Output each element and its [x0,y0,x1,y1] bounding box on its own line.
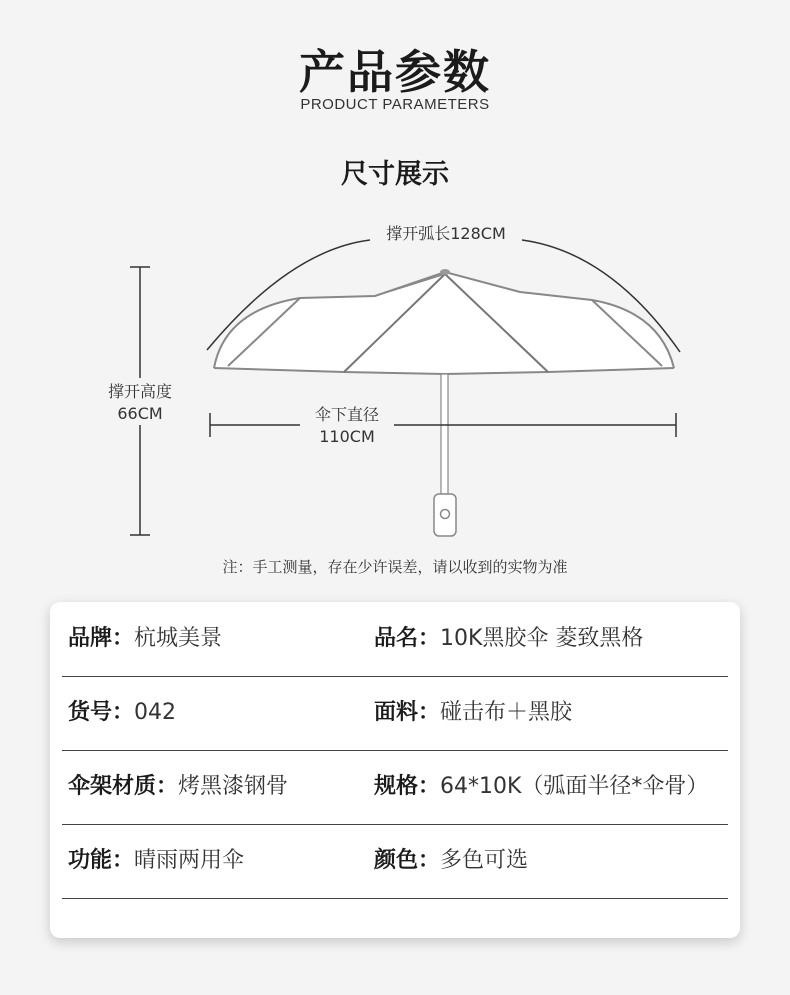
spec-right-cell [374,824,528,898]
arc-length-label: 撑开弧长128CM [372,223,520,245]
diameter-title: 伞下直径 [314,405,379,424]
spec-row [62,602,728,677]
section-title: 尺寸展示 [341,159,449,190]
open-height-label [92,381,188,425]
spec-value: 64*10K（弧面半径*伞骨） [440,774,709,799]
spec-left-cell [68,750,288,824]
spec-value: 烤黑漆钢骨 [178,774,289,799]
spec-key: 货号： [68,700,135,725]
spec-key: 品名： [374,626,441,651]
spec-row [62,676,728,751]
spec-key: 品牌： [68,626,135,651]
spec-value: 042 [134,700,177,725]
open-height-title: 撑开高度 [107,382,172,401]
umbrella-shaft [441,374,448,494]
spec-key: 面料： [374,700,441,725]
diameter-value: 110CM [319,427,375,446]
measurement-note: 注：手工测量，存在少许误差，请以收到的实物为准 [222,558,568,576]
spec-right-cell [374,602,643,676]
spec-value: 晴雨两用伞 [134,848,245,873]
open-height-value: 66CM [117,404,163,423]
spec-value: 碰击布＋黑胶 [440,700,573,725]
spec-right-cell [374,750,708,824]
spec-left-cell [68,824,244,898]
diameter-label [300,404,394,448]
umbrella-tip [440,269,450,275]
spec-key: 颜色： [374,848,441,873]
spec-row [62,750,728,825]
spec-value: 10K黑胶伞 菱致黑格 [440,626,644,651]
spec-right-cell [374,676,572,750]
spec-left-cell [68,602,222,676]
spec-value: 多色可选 [440,848,529,873]
spec-key: 功能： [68,848,135,873]
page-title: 产品参数 [299,45,491,99]
spec-left-cell [68,676,176,750]
spec-key: 规格： [374,774,441,799]
page-subtitle: PRODUCT PARAMETERS [300,96,490,113]
spec-table [50,602,740,938]
spec-row [62,824,728,899]
umbrella-button [441,510,450,519]
umbrella-canopy [214,272,674,374]
spec-value: 杭城美景 [134,626,223,651]
spec-key: 伞架材质： [68,774,179,799]
